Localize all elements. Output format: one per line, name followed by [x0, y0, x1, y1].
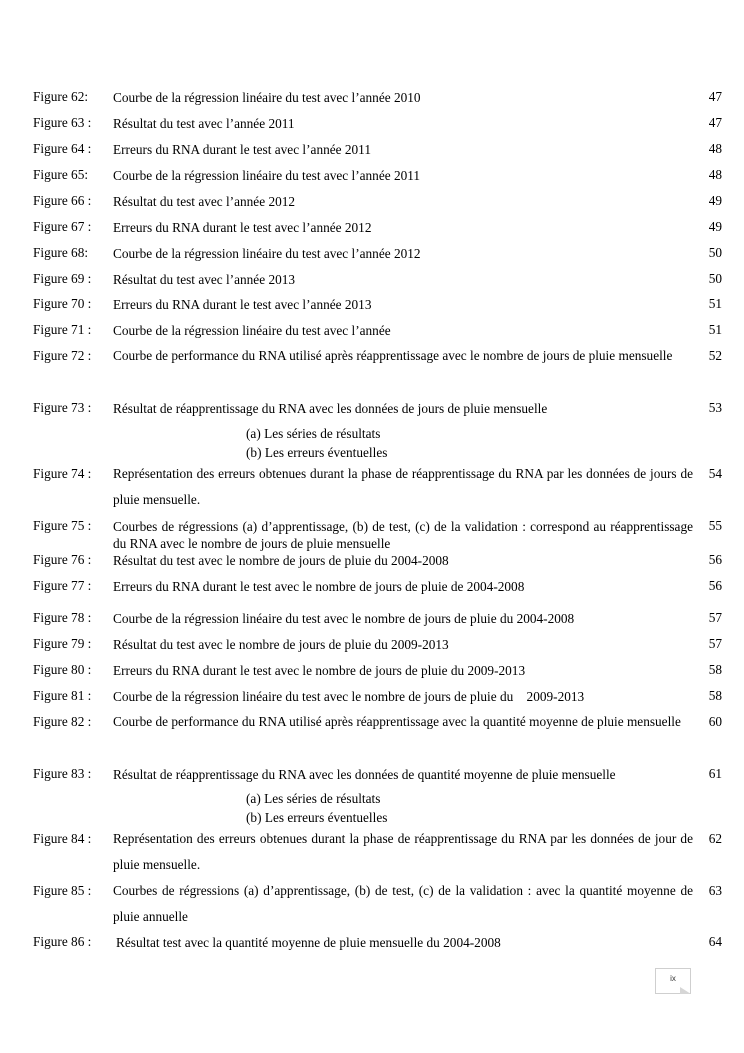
figure-label: Figure 69 :	[33, 271, 92, 286]
figure-title: Courbes de régressions (a) d’apprentissage, (b) de test, (c) de la validation : avec la quantité moyenne de pluie annuelle	[113, 883, 693, 924]
figure-title: Erreurs du RNA durant le test avec le nombre de jours de pluie du 2009-2013	[113, 663, 526, 678]
figure-label: Figure 71 :	[33, 322, 92, 337]
page-curl-icon	[680, 987, 691, 994]
figure-label: Figure 64 :	[33, 141, 92, 156]
figure-page: 49	[708, 219, 722, 234]
figure-label: Figure 86 :	[33, 934, 92, 949]
figure-label: Figure 67 :	[33, 219, 92, 234]
figure-title: Résultat du test avec le nombre de jours de pluie du 2004-2008	[113, 553, 449, 568]
figure-page: 54	[708, 466, 722, 481]
figure-label: Figure 82 :	[33, 714, 92, 729]
figure-subitem: (a) Les séries de résultats	[246, 791, 381, 806]
figure-label: Figure 68:	[33, 245, 89, 260]
figure-label: Figure 76 :	[33, 552, 92, 567]
figure-label: Figure 84 :	[33, 831, 92, 846]
figure-page: 57	[708, 636, 722, 651]
figure-label: Figure 62:	[33, 89, 89, 104]
figure-title: Représentation des erreurs obtenues durant la phase de réapprentissage du RNA par les données de jours de pluie mensuelle.	[113, 466, 693, 507]
figure-page: 57	[708, 610, 722, 625]
figure-title: Résultat du test avec l’année 2013	[113, 272, 296, 287]
figure-page: 58	[708, 662, 722, 677]
figure-label: Figure 83 :	[33, 766, 92, 781]
figure-label: Figure 74 :	[33, 466, 92, 481]
figure-title: Courbe de la régression linéaire du test avec le nombre de jours de pluie du 2004-2008	[113, 611, 575, 626]
figure-title: Résultat du test avec le nombre de jours de pluie du 2009-2013	[113, 637, 449, 652]
figure-page: 51	[708, 296, 722, 311]
figure-title: Courbes de régressions (a) d’apprentissage, (b) de test, (c) de la validation : correspond au réapprentissage du RNA avec le nombre de jours de pluie mensuelle	[113, 519, 693, 551]
figure-label: Figure 70 :	[33, 296, 92, 311]
figure-subitem: (a) Les séries de résultats	[246, 426, 381, 441]
figure-page: 61	[708, 766, 722, 781]
figure-title: Résultat du test avec l’année 2011	[113, 116, 295, 131]
figure-title: Erreurs du RNA durant le test avec l’année 2012	[113, 220, 372, 235]
figure-page: 49	[708, 193, 722, 208]
figure-page: 58	[708, 688, 722, 703]
figure-title: Courbe de la régression linéaire du test avec l’année 2012	[113, 246, 421, 261]
figure-title: Courbe de la régression linéaire du test avec l’année 2011	[113, 168, 421, 183]
figure-label: Figure 66 :	[33, 193, 92, 208]
figure-page: 63	[708, 883, 722, 898]
figure-page: 56	[708, 552, 722, 567]
figure-title: Résultat de réapprentissage du RNA avec les données de quantité moyenne de pluie mensuelle	[113, 767, 616, 782]
figure-label: Figure 85 :	[33, 883, 92, 898]
figure-subitem: (b) Les erreurs éventuelles	[246, 445, 388, 460]
figure-title: Courbe de la régression linéaire du test avec l’année	[113, 323, 391, 338]
figure-subitem: (b) Les erreurs éventuelles	[246, 810, 388, 825]
figure-label: Figure 63 :	[33, 115, 92, 130]
figure-title: Erreurs du RNA durant le test avec le nombre de jours de pluie de 2004-2008	[113, 579, 525, 594]
figure-label: Figure 77 :	[33, 578, 92, 593]
figure-label: Figure 73 :	[33, 400, 92, 415]
figure-page: 52	[708, 348, 722, 363]
figure-page: 53	[708, 400, 722, 415]
figure-label: Figure 65:	[33, 167, 89, 182]
figure-label: Figure 80 :	[33, 662, 92, 677]
figure-page: 47	[708, 89, 722, 104]
figure-page: 50	[708, 271, 722, 286]
figure-page: 55	[708, 518, 722, 533]
figure-title: Courbe de performance du RNA utilisé après réapprentissage avec le nombre de jours de pluie mensuelle	[113, 348, 673, 363]
figure-title: Représentation des erreurs obtenues durant la phase de réapprentissage du RNA par les données de jour de pluie mensuelle.	[113, 831, 693, 872]
figure-label: Figure 79 :	[33, 636, 92, 651]
figure-title: Résultat de réapprentissage du RNA avec les données de jours de pluie mensuelle	[113, 401, 548, 416]
figure-page: 48	[708, 167, 722, 182]
figure-title: Erreurs du RNA durant le test avec l’année 2011	[113, 142, 371, 157]
figure-page: 50	[708, 245, 722, 260]
figure-page: 64	[708, 934, 722, 949]
page-number: ix	[670, 974, 676, 983]
figure-page: 51	[708, 322, 722, 337]
figure-title: Courbe de performance du RNA utilisé après réapprentissage avec la quantité moyenne de pluie mensuelle	[113, 714, 681, 729]
figure-label: Figure 75 :	[33, 518, 92, 533]
figure-page: 48	[708, 141, 722, 156]
figure-title: Résultat du test avec l’année 2012	[113, 194, 296, 209]
figure-title: Résultat test avec la quantité moyenne de pluie mensuelle du 2004-2008	[116, 935, 501, 950]
figure-title: Erreurs du RNA durant le test avec l’année 2013	[113, 297, 372, 312]
figure-title: Courbe de la régression linéaire du test avec le nombre de jours de pluie du 2009-2013	[113, 689, 585, 704]
figure-label: Figure 72 :	[33, 348, 92, 363]
figure-title: Courbe de la régression linéaire du test avec l’année 2010	[113, 90, 421, 105]
figure-page: 47	[708, 115, 722, 130]
figure-page: 60	[708, 714, 722, 729]
page-number-box	[655, 968, 691, 994]
figure-page: 62	[708, 831, 722, 846]
figure-label: Figure 78 :	[33, 610, 92, 625]
figure-label: Figure 81 :	[33, 688, 92, 703]
figure-page: 56	[708, 578, 722, 593]
